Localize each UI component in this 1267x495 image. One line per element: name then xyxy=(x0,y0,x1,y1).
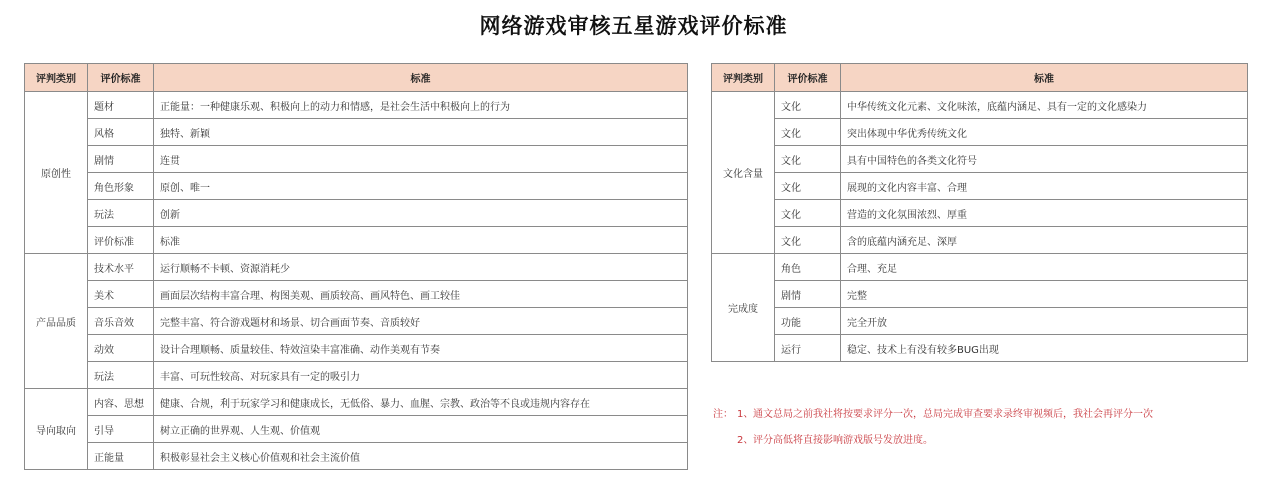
standard-cell: 合理、充足 xyxy=(841,254,1248,281)
standard-cell: 展现的文化内容丰富、合理 xyxy=(841,173,1248,200)
criterion-cell: 运行 xyxy=(775,335,841,362)
note-number: 1、 xyxy=(737,409,754,420)
standard-cell: 连贯 xyxy=(154,146,688,173)
criterion-cell: 功能 xyxy=(775,308,841,335)
table-row xyxy=(712,146,1248,173)
standard-cell: 稳定、技术上有没有较多BUG出现 xyxy=(841,335,1248,362)
note-text: 评分高低将直接影响游戏版号发放进度。 xyxy=(753,435,933,446)
table-row xyxy=(712,119,1248,146)
table-row xyxy=(25,308,688,335)
criterion-cell: 剧情 xyxy=(88,146,154,173)
standard-cell: 标准 xyxy=(154,227,688,254)
criterion-cell: 美术 xyxy=(88,281,154,308)
standard-cell: 营造的文化氛围浓烈、厚重 xyxy=(841,200,1248,227)
table-row xyxy=(712,92,1248,119)
criterion-cell: 文化 xyxy=(775,92,841,119)
criterion-cell: 文化 xyxy=(775,227,841,254)
header-standard: 标准 xyxy=(154,64,688,92)
standard-cell: 突出体现中华优秀传统文化 xyxy=(841,119,1248,146)
criterion-cell: 剧情 xyxy=(775,281,841,308)
standard-cell: 中华传统文化元素、文化味浓，底蕴内涵足、具有一定的文化感染力 xyxy=(841,92,1248,119)
criterion-cell: 玩法 xyxy=(88,200,154,227)
standard-cell: 完整丰富、符合游戏题材和场景、切合画面节奏、音质较好 xyxy=(154,308,688,335)
table-row xyxy=(25,254,688,281)
criterion-cell: 文化 xyxy=(775,119,841,146)
criterion-cell: 动效 xyxy=(88,335,154,362)
table-header-row xyxy=(712,64,1248,92)
criterion-cell: 内容、思想 xyxy=(88,389,154,416)
header-standard: 标准 xyxy=(841,64,1248,92)
standard-cell: 运行顺畅不卡顿、资源消耗少 xyxy=(154,254,688,281)
standard-cell: 设计合理顺畅、质量较佳、特效渲染丰富准确、动作美观有节奏 xyxy=(154,335,688,362)
note-number: 2、 xyxy=(737,435,754,446)
criterion-cell: 评价标准 xyxy=(88,227,154,254)
table-row xyxy=(25,119,688,146)
table-row xyxy=(25,146,688,173)
table-row xyxy=(25,227,688,254)
criterion-cell: 音乐音效 xyxy=(88,308,154,335)
standard-cell: 具有中国特色的各类文化符号 xyxy=(841,146,1248,173)
table-row xyxy=(712,335,1248,362)
table-row xyxy=(25,389,688,416)
table-row xyxy=(25,443,688,470)
standard-cell: 树立正确的世界观、人生观、价值观 xyxy=(154,416,688,443)
table-row xyxy=(25,281,688,308)
table-row xyxy=(25,200,688,227)
criterion-cell: 风格 xyxy=(88,119,154,146)
table-row xyxy=(712,227,1248,254)
table-header-row xyxy=(25,64,688,92)
header-criterion: 评价标准 xyxy=(775,64,841,92)
table-row xyxy=(712,173,1248,200)
header-criterion: 评价标准 xyxy=(88,64,154,92)
standard-cell: 独特、新颖 xyxy=(154,119,688,146)
table-row xyxy=(25,173,688,200)
category-cell: 文化含量 xyxy=(712,92,775,254)
standard-cell: 完整 xyxy=(841,281,1248,308)
criterion-cell: 文化 xyxy=(775,173,841,200)
table-row xyxy=(712,200,1248,227)
note-item xyxy=(713,402,1153,428)
header-category: 评判类别 xyxy=(712,64,775,92)
criterion-cell: 文化 xyxy=(775,200,841,227)
category-cell: 完成度 xyxy=(712,254,775,362)
criterion-cell: 玩法 xyxy=(88,362,154,389)
standard-cell: 创新 xyxy=(154,200,688,227)
standard-cell: 正能量：一种健康乐观、积极向上的动力和情感，是社会生活中积极向上的行为 xyxy=(154,92,688,119)
criterion-cell: 角色 xyxy=(775,254,841,281)
note-text: 通文总局之前我社将按要求评分一次，总局完成审查要求录终审视频后，我社会再评分一次 xyxy=(753,409,1153,420)
standard-cell: 完全开放 xyxy=(841,308,1248,335)
standard-cell: 健康、合规，利于玩家学习和健康成长，无低俗、暴力、血腥、宗教、政治等不良或违规内容存在 xyxy=(154,389,688,416)
standard-cell: 原创、唯一 xyxy=(154,173,688,200)
criterion-cell: 引导 xyxy=(88,416,154,443)
criterion-cell: 角色形象 xyxy=(88,173,154,200)
note-prefix: 注： xyxy=(713,409,733,420)
criterion-cell: 技术水平 xyxy=(88,254,154,281)
right-criteria-table xyxy=(711,63,1248,362)
table-row xyxy=(712,281,1248,308)
table-row xyxy=(25,416,688,443)
page-title: 网络游戏审核五星游戏评价标准 xyxy=(479,14,788,38)
notes-section xyxy=(713,402,1153,454)
left-criteria-table xyxy=(24,63,688,470)
criterion-cell: 题材 xyxy=(88,92,154,119)
table-row xyxy=(712,308,1248,335)
table-row xyxy=(712,254,1248,281)
standard-cell: 积极彰显社会主义核心价值观和社会主流价值 xyxy=(154,443,688,470)
standard-cell: 丰富、可玩性较高、对玩家具有一定的吸引力 xyxy=(154,362,688,389)
standard-cell: 画面层次结构丰富合理、构图美观、画质较高、画风特色、画工较佳 xyxy=(154,281,688,308)
note-item xyxy=(713,428,1153,454)
category-cell: 导向取向 xyxy=(25,389,88,470)
table-row xyxy=(25,335,688,362)
category-cell: 产品品质 xyxy=(25,254,88,389)
category-cell: 原创性 xyxy=(25,92,88,254)
standard-cell: 含的底蕴内涵充足、深厚 xyxy=(841,227,1248,254)
header-category: 评判类别 xyxy=(25,64,88,92)
table-row xyxy=(25,92,688,119)
criterion-cell: 文化 xyxy=(775,146,841,173)
table-row xyxy=(25,362,688,389)
criterion-cell: 正能量 xyxy=(88,443,154,470)
